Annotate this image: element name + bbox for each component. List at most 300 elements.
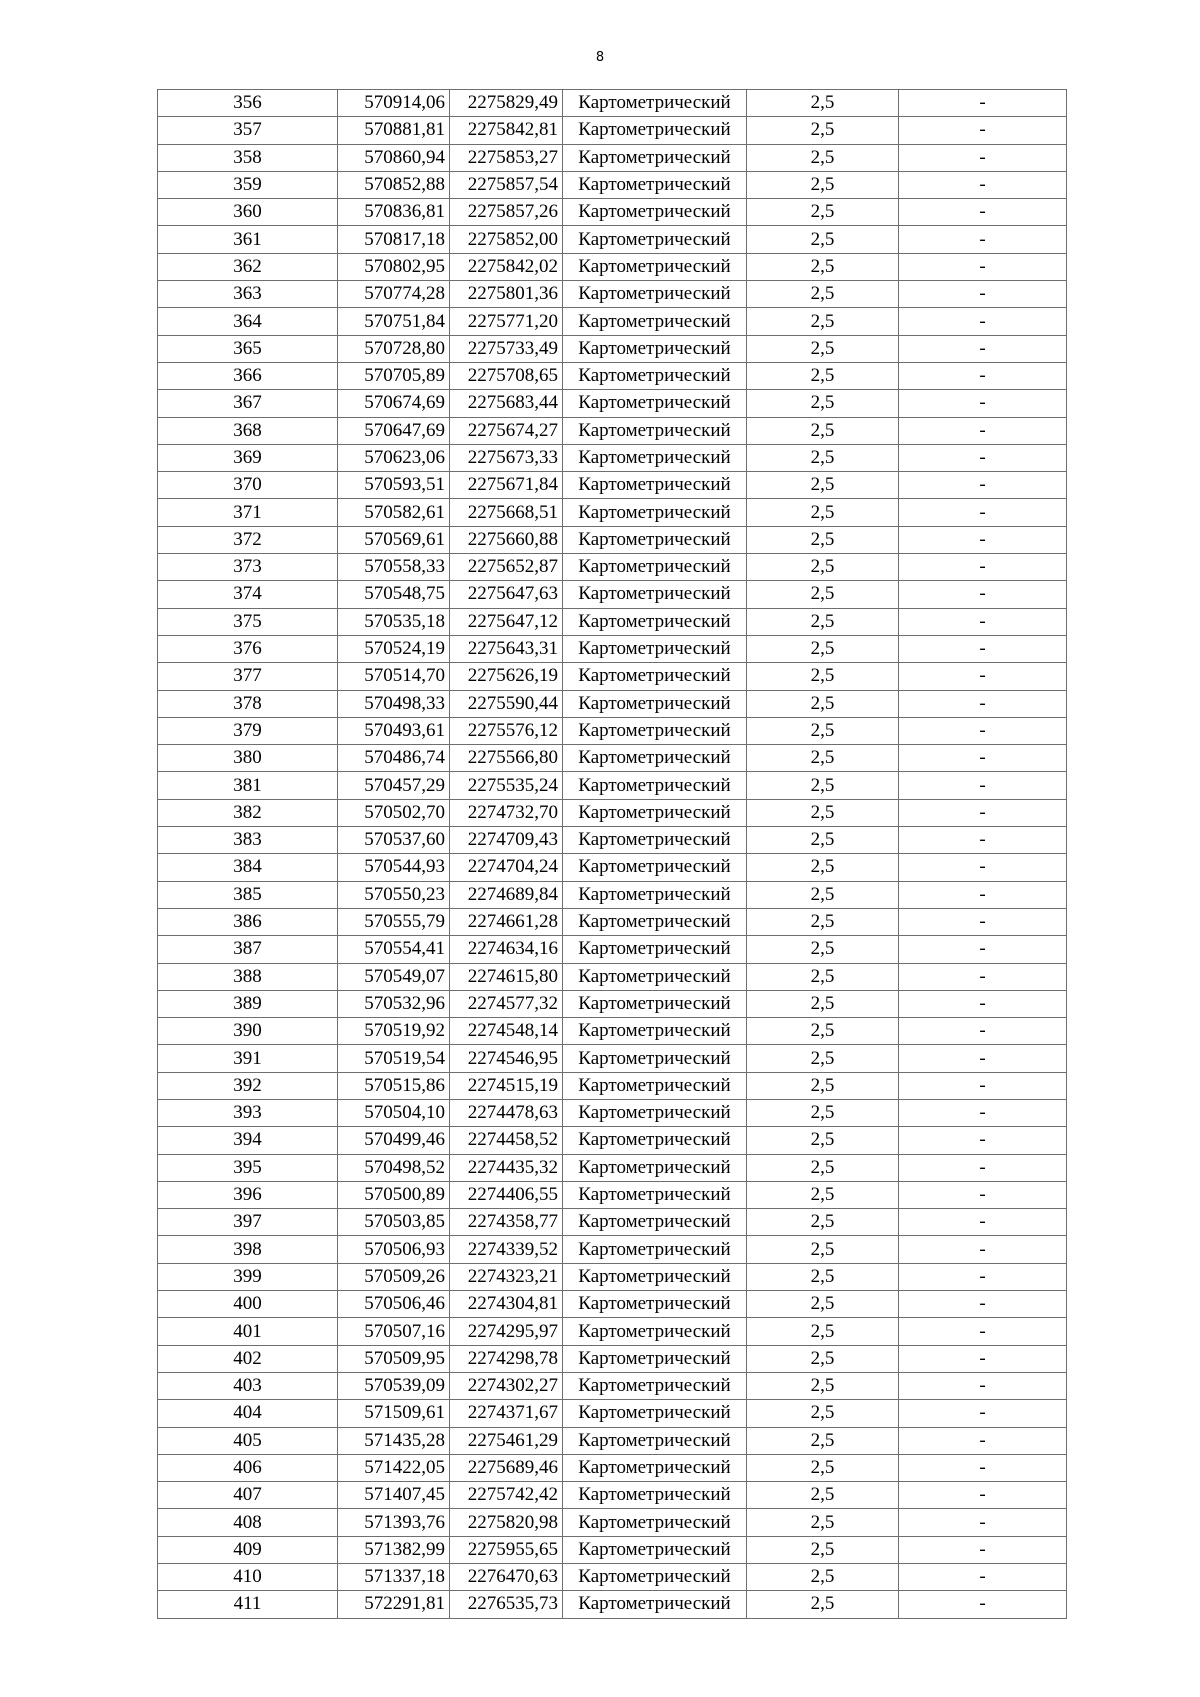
x-coordinate-cell: 570548,75 (338, 581, 450, 608)
note-cell: - (899, 417, 1067, 444)
y-coordinate-cell: 2275673,33 (450, 444, 563, 471)
method-cell: Картометрический (563, 581, 747, 608)
y-coordinate-cell: 2275576,12 (450, 717, 563, 744)
y-coordinate-cell: 2274371,67 (450, 1400, 563, 1427)
precision-cell: 2,5 (747, 1345, 899, 1372)
y-coordinate-cell: 2274458,52 (450, 1127, 563, 1154)
point-number-cell: 411 (158, 1591, 338, 1618)
precision-cell: 2,5 (747, 390, 899, 417)
method-cell: Картометрический (563, 144, 747, 171)
method-cell: Картометрический (563, 1045, 747, 1072)
x-coordinate-cell: 570519,92 (338, 1018, 450, 1045)
note-cell: - (899, 1154, 1067, 1181)
table-row (158, 226, 1067, 253)
point-number-cell: 372 (158, 526, 338, 553)
table-row (158, 1072, 1067, 1099)
x-coordinate-cell: 570532,96 (338, 990, 450, 1017)
precision-cell: 2,5 (747, 581, 899, 608)
method-cell: Картометрический (563, 936, 747, 963)
x-coordinate-cell: 572291,81 (338, 1591, 450, 1618)
method-cell: Картометрический (563, 963, 747, 990)
x-coordinate-cell: 570852,88 (338, 171, 450, 198)
point-number-cell: 392 (158, 1072, 338, 1099)
x-coordinate-cell: 570550,23 (338, 881, 450, 908)
method-cell: Картометрический (563, 990, 747, 1017)
x-coordinate-cell: 570647,69 (338, 417, 450, 444)
x-coordinate-cell: 571422,05 (338, 1454, 450, 1481)
note-cell: - (899, 1345, 1067, 1372)
precision-cell: 2,5 (747, 199, 899, 226)
note-cell: - (899, 1209, 1067, 1236)
precision-cell: 2,5 (747, 1427, 899, 1454)
point-number-cell: 405 (158, 1427, 338, 1454)
x-coordinate-cell: 570524,19 (338, 635, 450, 662)
x-coordinate-cell: 570519,54 (338, 1045, 450, 1072)
method-cell: Картометрический (563, 745, 747, 772)
table-row (158, 417, 1067, 444)
point-number-cell: 380 (158, 745, 338, 772)
note-cell: - (899, 745, 1067, 772)
table-row (158, 144, 1067, 171)
y-coordinate-cell: 2275590,44 (450, 690, 563, 717)
point-number-cell: 357 (158, 117, 338, 144)
x-coordinate-cell: 570499,46 (338, 1127, 450, 1154)
point-number-cell: 356 (158, 90, 338, 117)
note-cell: - (899, 281, 1067, 308)
point-number-cell: 364 (158, 308, 338, 335)
point-number-cell: 389 (158, 990, 338, 1017)
point-number-cell: 373 (158, 554, 338, 581)
precision-cell: 2,5 (747, 854, 899, 881)
note-cell: - (899, 799, 1067, 826)
precision-cell: 2,5 (747, 335, 899, 362)
point-number-cell: 366 (158, 362, 338, 389)
y-coordinate-cell: 2275461,29 (450, 1427, 563, 1454)
precision-cell: 2,5 (747, 1591, 899, 1618)
point-number-cell: 408 (158, 1509, 338, 1536)
x-coordinate-cell: 571382,99 (338, 1536, 450, 1563)
y-coordinate-cell: 2274661,28 (450, 908, 563, 935)
note-cell: - (899, 1236, 1067, 1263)
note-cell: - (899, 663, 1067, 690)
y-coordinate-cell: 2275820,98 (450, 1509, 563, 1536)
method-cell: Картометрический (563, 690, 747, 717)
note-cell: - (899, 144, 1067, 171)
method-cell: Картометрический (563, 1509, 747, 1536)
y-coordinate-cell: 2275842,81 (450, 117, 563, 144)
note-cell: - (899, 827, 1067, 854)
point-number-cell: 406 (158, 1454, 338, 1481)
y-coordinate-cell: 2274358,77 (450, 1209, 563, 1236)
precision-cell: 2,5 (747, 308, 899, 335)
point-number-cell: 407 (158, 1482, 338, 1509)
table-row (158, 1045, 1067, 1072)
note-cell: - (899, 581, 1067, 608)
point-number-cell: 365 (158, 335, 338, 362)
precision-cell: 2,5 (747, 1263, 899, 1290)
table-row (158, 635, 1067, 662)
table-row (158, 444, 1067, 471)
table-row (158, 1154, 1067, 1181)
note-cell: - (899, 554, 1067, 581)
table-row (158, 390, 1067, 417)
y-coordinate-cell: 2275647,12 (450, 608, 563, 635)
note-cell: - (899, 1427, 1067, 1454)
method-cell: Картометрический (563, 717, 747, 744)
x-coordinate-cell: 570705,89 (338, 362, 450, 389)
note-cell: - (899, 608, 1067, 635)
note-cell: - (899, 1099, 1067, 1126)
precision-cell: 2,5 (747, 990, 899, 1017)
note-cell: - (899, 717, 1067, 744)
x-coordinate-cell: 570506,93 (338, 1236, 450, 1263)
note-cell: - (899, 1072, 1067, 1099)
precision-cell: 2,5 (747, 1509, 899, 1536)
y-coordinate-cell: 2274709,43 (450, 827, 563, 854)
x-coordinate-cell: 570728,80 (338, 335, 450, 362)
method-cell: Картометрический (563, 417, 747, 444)
method-cell: Картометрический (563, 1400, 747, 1427)
table-row (158, 526, 1067, 553)
y-coordinate-cell: 2274689,84 (450, 881, 563, 908)
table-row (158, 1372, 1067, 1399)
y-coordinate-cell: 2274515,19 (450, 1072, 563, 1099)
table-row (158, 1318, 1067, 1345)
y-coordinate-cell: 2275689,46 (450, 1454, 563, 1481)
method-cell: Картометрический (563, 854, 747, 881)
precision-cell: 2,5 (747, 1154, 899, 1181)
table-row (158, 1454, 1067, 1481)
point-number-cell: 396 (158, 1181, 338, 1208)
note-cell: - (899, 1127, 1067, 1154)
point-number-cell: 395 (158, 1154, 338, 1181)
table-row (158, 908, 1067, 935)
y-coordinate-cell: 2275733,49 (450, 335, 563, 362)
method-cell: Картометрический (563, 1018, 747, 1045)
table-row (158, 772, 1067, 799)
precision-cell: 2,5 (747, 1372, 899, 1399)
method-cell: Картометрический (563, 635, 747, 662)
point-number-cell: 363 (158, 281, 338, 308)
point-number-cell: 390 (158, 1018, 338, 1045)
precision-cell: 2,5 (747, 1209, 899, 1236)
point-number-cell: 374 (158, 581, 338, 608)
y-coordinate-cell: 2275683,44 (450, 390, 563, 417)
note-cell: - (899, 444, 1067, 471)
x-coordinate-cell: 570623,06 (338, 444, 450, 471)
y-coordinate-cell: 2274323,21 (450, 1263, 563, 1290)
precision-cell: 2,5 (747, 608, 899, 635)
note-cell: - (899, 1181, 1067, 1208)
table-row (158, 1291, 1067, 1318)
note-cell: - (899, 1509, 1067, 1536)
y-coordinate-cell: 2275852,00 (450, 226, 563, 253)
method-cell: Картометрический (563, 1591, 747, 1618)
y-coordinate-cell: 2276470,63 (450, 1564, 563, 1591)
table-row (158, 171, 1067, 198)
point-number-cell: 362 (158, 253, 338, 280)
point-number-cell: 358 (158, 144, 338, 171)
y-coordinate-cell: 2275566,80 (450, 745, 563, 772)
precision-cell: 2,5 (747, 1045, 899, 1072)
y-coordinate-cell: 2274298,78 (450, 1345, 563, 1372)
table-row (158, 472, 1067, 499)
table-row (158, 1099, 1067, 1126)
y-coordinate-cell: 2275853,27 (450, 144, 563, 171)
table-row (158, 990, 1067, 1017)
x-coordinate-cell: 570549,07 (338, 963, 450, 990)
note-cell: - (899, 1536, 1067, 1563)
precision-cell: 2,5 (747, 690, 899, 717)
method-cell: Картометрический (563, 499, 747, 526)
method-cell: Картометрический (563, 908, 747, 935)
precision-cell: 2,5 (747, 635, 899, 662)
note-cell: - (899, 990, 1067, 1017)
table-row (158, 1263, 1067, 1290)
method-cell: Картометрический (563, 472, 747, 499)
point-number-cell: 370 (158, 472, 338, 499)
coordinates-table-body (158, 90, 1067, 1619)
table-row (158, 308, 1067, 335)
table-row (158, 717, 1067, 744)
table-row (158, 1018, 1067, 1045)
method-cell: Картометрический (563, 281, 747, 308)
x-coordinate-cell: 570509,95 (338, 1345, 450, 1372)
x-coordinate-cell: 571393,76 (338, 1509, 450, 1536)
method-cell: Картометрический (563, 335, 747, 362)
precision-cell: 2,5 (747, 1099, 899, 1126)
note-cell: - (899, 854, 1067, 881)
x-coordinate-cell: 571337,18 (338, 1564, 450, 1591)
note-cell: - (899, 772, 1067, 799)
method-cell: Картометрический (563, 1427, 747, 1454)
x-coordinate-cell: 570860,94 (338, 144, 450, 171)
y-coordinate-cell: 2274577,32 (450, 990, 563, 1017)
precision-cell: 2,5 (747, 1291, 899, 1318)
y-coordinate-cell: 2275955,65 (450, 1536, 563, 1563)
coordinates-table (157, 89, 1067, 1619)
method-cell: Картометрический (563, 1127, 747, 1154)
point-number-cell: 393 (158, 1099, 338, 1126)
method-cell: Картометрический (563, 827, 747, 854)
method-cell: Картометрический (563, 1291, 747, 1318)
point-number-cell: 367 (158, 390, 338, 417)
note-cell: - (899, 1318, 1067, 1345)
precision-cell: 2,5 (747, 472, 899, 499)
precision-cell: 2,5 (747, 1181, 899, 1208)
note-cell: - (899, 90, 1067, 117)
point-number-cell: 404 (158, 1400, 338, 1427)
method-cell: Картометрический (563, 117, 747, 144)
y-coordinate-cell: 2275647,63 (450, 581, 563, 608)
precision-cell: 2,5 (747, 827, 899, 854)
precision-cell: 2,5 (747, 881, 899, 908)
x-coordinate-cell: 570914,06 (338, 90, 450, 117)
precision-cell: 2,5 (747, 554, 899, 581)
note-cell: - (899, 1454, 1067, 1481)
point-number-cell: 409 (158, 1536, 338, 1563)
note-cell: - (899, 226, 1067, 253)
point-number-cell: 398 (158, 1236, 338, 1263)
y-coordinate-cell: 2274304,81 (450, 1291, 563, 1318)
precision-cell: 2,5 (747, 1564, 899, 1591)
note-cell: - (899, 1372, 1067, 1399)
point-number-cell: 375 (158, 608, 338, 635)
method-cell: Картометрический (563, 1181, 747, 1208)
x-coordinate-cell: 570498,33 (338, 690, 450, 717)
method-cell: Картометрический (563, 1209, 747, 1236)
x-coordinate-cell: 570539,09 (338, 1372, 450, 1399)
point-number-cell: 391 (158, 1045, 338, 1072)
y-coordinate-cell: 2274339,52 (450, 1236, 563, 1263)
method-cell: Картометрический (563, 1236, 747, 1263)
x-coordinate-cell: 570506,46 (338, 1291, 450, 1318)
table-row (158, 1127, 1067, 1154)
point-number-cell: 383 (158, 827, 338, 854)
y-coordinate-cell: 2274295,97 (450, 1318, 563, 1345)
point-number-cell: 377 (158, 663, 338, 690)
y-coordinate-cell: 2274615,80 (450, 963, 563, 990)
y-coordinate-cell: 2275708,65 (450, 362, 563, 389)
y-coordinate-cell: 2274546,95 (450, 1045, 563, 1072)
table-row (158, 1536, 1067, 1563)
x-coordinate-cell: 570537,60 (338, 827, 450, 854)
point-number-cell: 368 (158, 417, 338, 444)
note-cell: - (899, 1018, 1067, 1045)
table-row (158, 1345, 1067, 1372)
point-number-cell: 379 (158, 717, 338, 744)
precision-cell: 2,5 (747, 281, 899, 308)
point-number-cell: 386 (158, 908, 338, 935)
page-number: 8 (595, 50, 605, 65)
method-cell: Картометрический (563, 226, 747, 253)
precision-cell: 2,5 (747, 717, 899, 744)
x-coordinate-cell: 570881,81 (338, 117, 450, 144)
y-coordinate-cell: 2275652,87 (450, 554, 563, 581)
x-coordinate-cell: 570544,93 (338, 854, 450, 881)
precision-cell: 2,5 (747, 1127, 899, 1154)
y-coordinate-cell: 2274406,55 (450, 1181, 563, 1208)
precision-cell: 2,5 (747, 663, 899, 690)
x-coordinate-cell: 570509,26 (338, 1263, 450, 1290)
method-cell: Картометрический (563, 1154, 747, 1181)
table-row (158, 1400, 1067, 1427)
y-coordinate-cell: 2275674,27 (450, 417, 563, 444)
method-cell: Картометрический (563, 390, 747, 417)
x-coordinate-cell: 570535,18 (338, 608, 450, 635)
point-number-cell: 376 (158, 635, 338, 662)
y-coordinate-cell: 2275643,31 (450, 635, 563, 662)
note-cell: - (899, 881, 1067, 908)
y-coordinate-cell: 2275771,20 (450, 308, 563, 335)
method-cell: Картометрический (563, 362, 747, 389)
method-cell: Картометрический (563, 663, 747, 690)
note-cell: - (899, 117, 1067, 144)
table-row (158, 281, 1067, 308)
table-row (158, 499, 1067, 526)
note-cell: - (899, 1564, 1067, 1591)
note-cell: - (899, 362, 1067, 389)
note-cell: - (899, 472, 1067, 499)
table-row (158, 581, 1067, 608)
method-cell: Картометрический (563, 1482, 747, 1509)
table-row (158, 1482, 1067, 1509)
x-coordinate-cell: 570751,84 (338, 308, 450, 335)
note-cell: - (899, 308, 1067, 335)
x-coordinate-cell: 571407,45 (338, 1482, 450, 1509)
table-row (158, 799, 1067, 826)
point-number-cell: 402 (158, 1345, 338, 1372)
x-coordinate-cell: 571435,28 (338, 1427, 450, 1454)
precision-cell: 2,5 (747, 1454, 899, 1481)
precision-cell: 2,5 (747, 963, 899, 990)
table-row (158, 663, 1067, 690)
precision-cell: 2,5 (747, 1318, 899, 1345)
x-coordinate-cell: 570817,18 (338, 226, 450, 253)
y-coordinate-cell: 2274732,70 (450, 799, 563, 826)
precision-cell: 2,5 (747, 1072, 899, 1099)
method-cell: Картометрический (563, 1263, 747, 1290)
point-number-cell: 387 (158, 936, 338, 963)
method-cell: Картометрический (563, 799, 747, 826)
x-coordinate-cell: 570502,70 (338, 799, 450, 826)
y-coordinate-cell: 2274302,27 (450, 1372, 563, 1399)
x-coordinate-cell: 570774,28 (338, 281, 450, 308)
precision-cell: 2,5 (747, 253, 899, 280)
table-row (158, 1591, 1067, 1618)
note-cell: - (899, 390, 1067, 417)
method-cell: Картометрический (563, 1345, 747, 1372)
table-row (158, 554, 1067, 581)
point-number-cell: 385 (158, 881, 338, 908)
y-coordinate-cell: 2275626,19 (450, 663, 563, 690)
precision-cell: 2,5 (747, 417, 899, 444)
note-cell: - (899, 936, 1067, 963)
table-row (158, 1236, 1067, 1263)
x-coordinate-cell: 570504,10 (338, 1099, 450, 1126)
precision-cell: 2,5 (747, 1400, 899, 1427)
y-coordinate-cell: 2274478,63 (450, 1099, 563, 1126)
method-cell: Картометрический (563, 199, 747, 226)
method-cell: Картометрический (563, 1372, 747, 1399)
precision-cell: 2,5 (747, 1236, 899, 1263)
table-row (158, 881, 1067, 908)
x-coordinate-cell: 570486,74 (338, 745, 450, 772)
x-coordinate-cell: 570554,41 (338, 936, 450, 963)
precision-cell: 2,5 (747, 936, 899, 963)
method-cell: Картометрический (563, 1099, 747, 1126)
precision-cell: 2,5 (747, 499, 899, 526)
y-coordinate-cell: 2275660,88 (450, 526, 563, 553)
x-coordinate-cell: 571509,61 (338, 1400, 450, 1427)
method-cell: Картометрический (563, 1318, 747, 1345)
table-row (158, 936, 1067, 963)
y-coordinate-cell: 2275668,51 (450, 499, 563, 526)
method-cell: Картометрический (563, 554, 747, 581)
note-cell: - (899, 253, 1067, 280)
x-coordinate-cell: 570569,61 (338, 526, 450, 553)
table-row (158, 199, 1067, 226)
y-coordinate-cell: 2275842,02 (450, 253, 563, 280)
method-cell: Картометрический (563, 90, 747, 117)
x-coordinate-cell: 570802,95 (338, 253, 450, 280)
precision-cell: 2,5 (747, 117, 899, 144)
precision-cell: 2,5 (747, 144, 899, 171)
x-coordinate-cell: 570493,61 (338, 717, 450, 744)
x-coordinate-cell: 570503,85 (338, 1209, 450, 1236)
method-cell: Картометрический (563, 1072, 747, 1099)
note-cell: - (899, 1291, 1067, 1318)
